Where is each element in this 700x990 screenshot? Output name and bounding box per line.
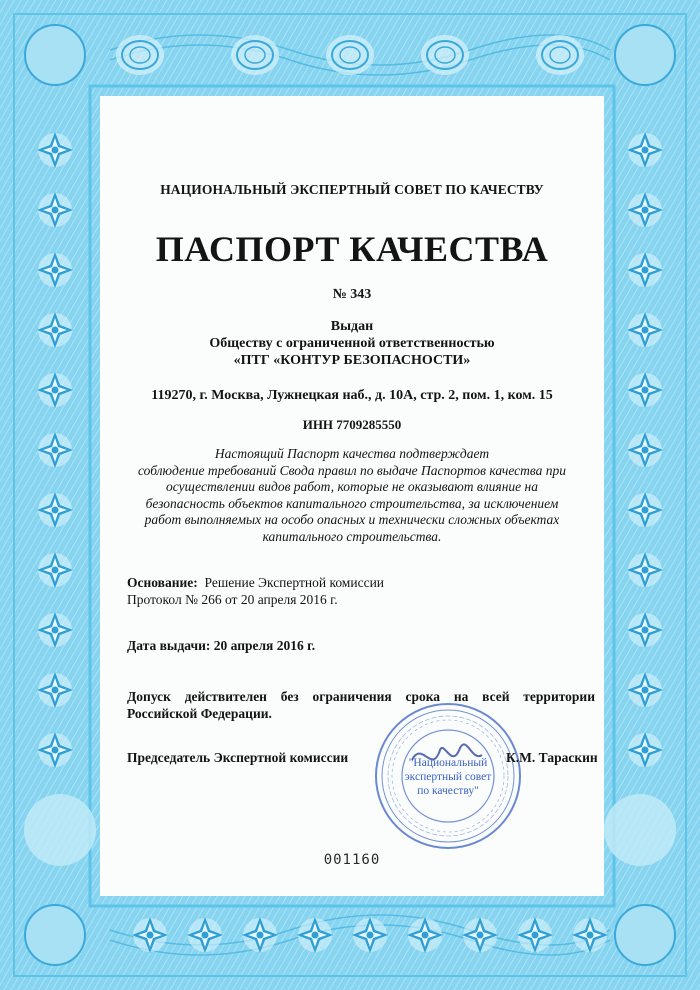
confirmation-line: осуществлении видов работ, которые не оказывают влияние на <box>166 479 538 495</box>
issued-line-2: «ПТГ «КОНТУР БЕЗОПАСНОСТИ» <box>233 353 471 368</box>
confirmation-line: работ выполняемых на особо опасных и технически сложных объектах <box>144 512 560 528</box>
confirmation-text <box>100 446 604 546</box>
stamp-line: "Национальный <box>408 757 488 769</box>
basis-value: Решение Экспертной комиссии <box>204 575 385 590</box>
basis-block <box>127 574 597 608</box>
confirmation-line: безопасность объектов капитального строительства, за исключением <box>145 495 559 511</box>
chairman-label: Председатель Экспертной комиссии <box>127 750 349 765</box>
confirmation-line: Настоящий Паспорт качества подтверждает <box>214 446 490 461</box>
bottom-rosettes <box>132 917 608 953</box>
issued-line-1: Обществу с ограниченной ответственностью <box>209 336 495 351</box>
issue-date: Дата выдачи: 20 апреля 2016 г. <box>127 638 316 653</box>
basis-protocol: Протокол № 266 от 20 апреля 2016 г. <box>127 592 338 607</box>
issued-label: Выдан <box>330 319 374 334</box>
company-inn: ИНН 7709285550 <box>302 417 402 432</box>
serial-number: 001160 <box>323 852 381 868</box>
basis-label: Основание: <box>127 575 198 590</box>
stamp-line: экспертный совет <box>404 771 492 783</box>
document-title: ПАСПОРТ КАЧЕСТВА <box>155 229 549 269</box>
validity-text: Допуск действителен без ограничения срока на всей территории Российской Федерации. <box>127 689 595 721</box>
stamp-line: по качеству" <box>417 785 479 797</box>
signer-name: К.М. Тараскин <box>506 750 598 765</box>
confirmation-line: соблюдение требований Свода правил по выдаче Паспортов качества при <box>137 462 567 478</box>
company-address: 119270, г. Москва, Лужнецкая наб., д. 10А, стр. 2, пом. 1, ком. 15 <box>151 388 553 403</box>
issued-to-block <box>100 318 604 369</box>
document-number: № 343 <box>332 287 372 302</box>
confirmation-line: капитального строительства. <box>262 528 442 544</box>
organization-name: НАЦИОНАЛЬНЫЙ ЭКСПЕРТНЫЙ СОВЕТ ПО КАЧЕСТВУ <box>160 182 544 197</box>
